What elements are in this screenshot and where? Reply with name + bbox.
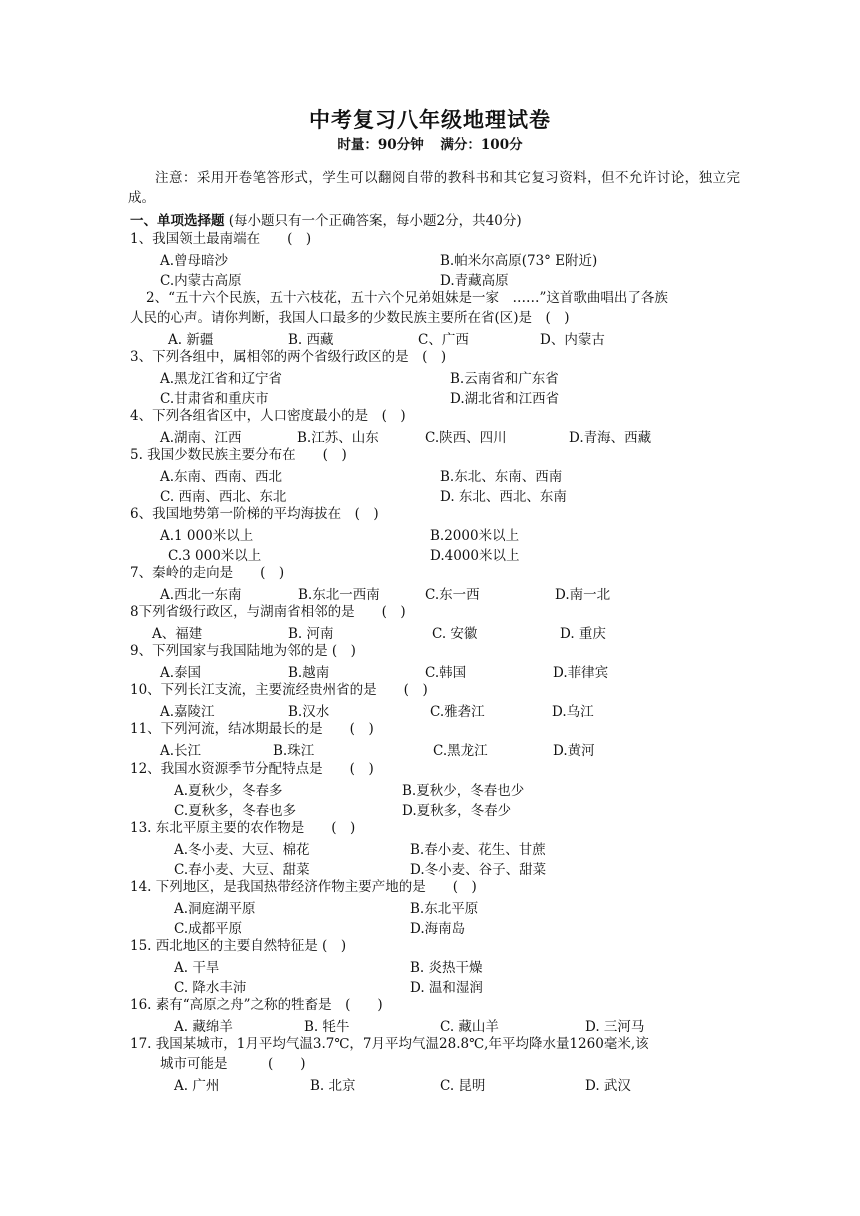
- option[interactable]: C. 西南、西北、东北: [160, 489, 287, 505]
- question-stem: 13. 东北平原主要的农作物是 ( ): [130, 820, 356, 836]
- option[interactable]: B.汉水: [288, 704, 330, 720]
- question-stem: 11、下列河流，结冰期最长的是 ( ): [130, 721, 374, 737]
- option[interactable]: C.春小麦、大豆、甜菜: [174, 862, 310, 878]
- option[interactable]: D.4000米以上: [430, 548, 520, 564]
- option[interactable]: D.青藏高原: [440, 273, 509, 289]
- option[interactable]: D. 温和湿润: [410, 980, 483, 996]
- option[interactable]: C.甘肃省和重庆市: [160, 391, 269, 407]
- option[interactable]: C.黑龙江: [433, 743, 488, 759]
- option[interactable]: A.泰国: [160, 665, 202, 681]
- option[interactable]: B.东北、东南、西南: [440, 469, 563, 485]
- option[interactable]: B.珠江: [273, 743, 315, 759]
- page-title: 中考复习八年级地理试卷: [309, 107, 551, 132]
- question-stem: 6、我国地势第一阶梯的平均海拔在 ( ): [130, 506, 379, 522]
- question-stem-continued: 城市可能是 ( ): [160, 1056, 306, 1072]
- option[interactable]: D.乌江: [552, 704, 594, 720]
- option[interactable]: C.内蒙古高原: [160, 273, 242, 289]
- option[interactable]: D、内蒙古: [540, 332, 605, 348]
- option[interactable]: A.东南、西南、西北: [160, 469, 283, 485]
- option[interactable]: D.黄河: [553, 743, 595, 759]
- option[interactable]: A. 新疆: [168, 332, 214, 348]
- option[interactable]: B.春小麦、花生、甘蔗: [410, 842, 546, 858]
- option[interactable]: A.西北一东南: [160, 587, 242, 603]
- option[interactable]: C. 降水丰沛: [174, 980, 247, 996]
- option[interactable]: B.江苏、山东: [297, 430, 379, 446]
- option[interactable]: A. 干旱: [174, 960, 220, 976]
- option[interactable]: A.洞庭湖平原: [174, 901, 256, 917]
- option[interactable]: C.雅砻江: [430, 704, 485, 720]
- option[interactable]: C.成都平原: [174, 921, 243, 937]
- question-stem: 16. 素有“高原之舟”之称的牲畜是 ( ): [130, 997, 383, 1013]
- option[interactable]: B. 北京: [310, 1078, 356, 1094]
- option[interactable]: C.夏秋多，冬春也多: [174, 803, 297, 819]
- question-stem: 1、我国领土最南端在 ( ): [130, 231, 312, 247]
- option[interactable]: B. 河南: [288, 626, 334, 642]
- option[interactable]: C、广西: [418, 332, 469, 348]
- exam-notice: 注意：采用开卷笔答形式，学生可以翻阅自带的教科书和其它复习资料，但不允许讨论，独立完成。: [128, 170, 740, 206]
- option[interactable]: D.南一北: [555, 587, 611, 603]
- section-note: (每小题只有一个正确答案，每小题2分，共40分): [224, 213, 522, 229]
- option[interactable]: A.夏秋少，冬春多: [174, 783, 283, 799]
- option[interactable]: D. 重庆: [560, 626, 606, 642]
- option[interactable]: C.3 000米以上: [168, 548, 262, 564]
- option[interactable]: A.长江: [160, 743, 202, 759]
- option[interactable]: A.黑龙江省和辽宁省: [160, 371, 283, 387]
- option[interactable]: D.海南岛: [410, 921, 466, 937]
- question-stem: 14. 下列地区，是我国热带经济作物主要产地的是 ( ): [130, 879, 477, 895]
- question-stem: 7、秦岭的走向是 ( ): [130, 565, 285, 581]
- option[interactable]: D.夏秋多，冬春少: [402, 803, 512, 819]
- question-stem: 4、下列各组省区中，人口密度最小的是 ( ): [130, 408, 406, 424]
- option[interactable]: D.菲律宾: [553, 665, 609, 681]
- exam-time: 时量：90分钟: [337, 137, 424, 153]
- option[interactable]: D. 三河马: [585, 1019, 645, 1035]
- exam-score: 满分：100分: [440, 137, 523, 153]
- section-heading: [130, 209, 522, 229]
- option[interactable]: C.东一西: [425, 587, 480, 603]
- option[interactable]: C.韩国: [425, 665, 467, 681]
- section-title: 一、单项选择题: [130, 213, 225, 229]
- option[interactable]: B.云南省和广东省: [450, 371, 559, 387]
- option[interactable]: B.夏秋少，冬春也少: [402, 783, 525, 799]
- question-stem: 3、下列各组中，属相邻的两个省级行政区的是 ( ): [130, 349, 447, 365]
- question-stem: 2、“五十六个民族，五十六枝花，五十六个兄弟姐妹是一家 ……”这首歌曲唱出了各族: [146, 290, 668, 306]
- question-stem: 15. 西北地区的主要自然特征是 ( ): [130, 938, 347, 954]
- option[interactable]: C. 藏山羊: [440, 1019, 499, 1035]
- option[interactable]: B.帕米尔高原(73° E附近): [440, 253, 598, 269]
- option[interactable]: D.冬小麦、谷子、甜菜: [410, 862, 547, 878]
- option[interactable]: B.越南: [288, 665, 330, 681]
- option[interactable]: D. 东北、西北、东南: [440, 489, 567, 505]
- option[interactable]: C. 昆明: [440, 1078, 486, 1094]
- option[interactable]: C.陕西、四川: [425, 430, 507, 446]
- option[interactable]: B.东北平原: [410, 901, 479, 917]
- option[interactable]: B. 西藏: [288, 332, 334, 348]
- option[interactable]: B. 牦牛: [304, 1019, 350, 1035]
- question-stem: 12、我国水资源季节分配特点是 ( ): [130, 761, 374, 777]
- question-stem: 8下列省级行政区，与湖南省相邻的是 ( ): [130, 604, 406, 620]
- option[interactable]: C. 安徽: [432, 626, 478, 642]
- option[interactable]: A. 广州: [174, 1078, 220, 1094]
- option[interactable]: A.湖南、江西: [160, 430, 242, 446]
- option[interactable]: B.2000米以上: [430, 528, 520, 544]
- question-stem: 17. 我国某城市，1月平均气温3.7℃，7月平均气温28.8℃,年平均降水量1260毫米,该: [130, 1036, 649, 1052]
- option[interactable]: B. 炎热干燥: [410, 960, 483, 976]
- question-stem: 10、下列长江支流，主要流经贵州省的是 ( ): [130, 682, 428, 698]
- option[interactable]: A、福建: [152, 626, 203, 642]
- option[interactable]: D.青海、西藏: [569, 430, 652, 446]
- question-stem: 9、下列国家与我国陆地为邻的是 ( ): [130, 643, 356, 659]
- question-stem: 5. 我国少数民族主要分布在 ( ): [130, 447, 347, 463]
- question-stem-continued: 人民的心声。请你判断，我国人口最多的少数民族主要所在省(区)是 ( ): [130, 310, 570, 326]
- option[interactable]: A.曾母暗沙: [160, 253, 229, 269]
- option[interactable]: A.嘉陵江: [160, 704, 215, 720]
- option[interactable]: B.东北一西南: [298, 587, 380, 603]
- exam-info: [0, 133, 860, 153]
- option[interactable]: D.湖北省和江西省: [450, 391, 560, 407]
- option[interactable]: A.冬小麦、大豆、棉花: [174, 842, 310, 858]
- option[interactable]: D. 武汉: [585, 1078, 631, 1094]
- option[interactable]: A. 藏绵羊: [174, 1019, 233, 1035]
- option[interactable]: A.1 000米以上: [160, 528, 254, 544]
